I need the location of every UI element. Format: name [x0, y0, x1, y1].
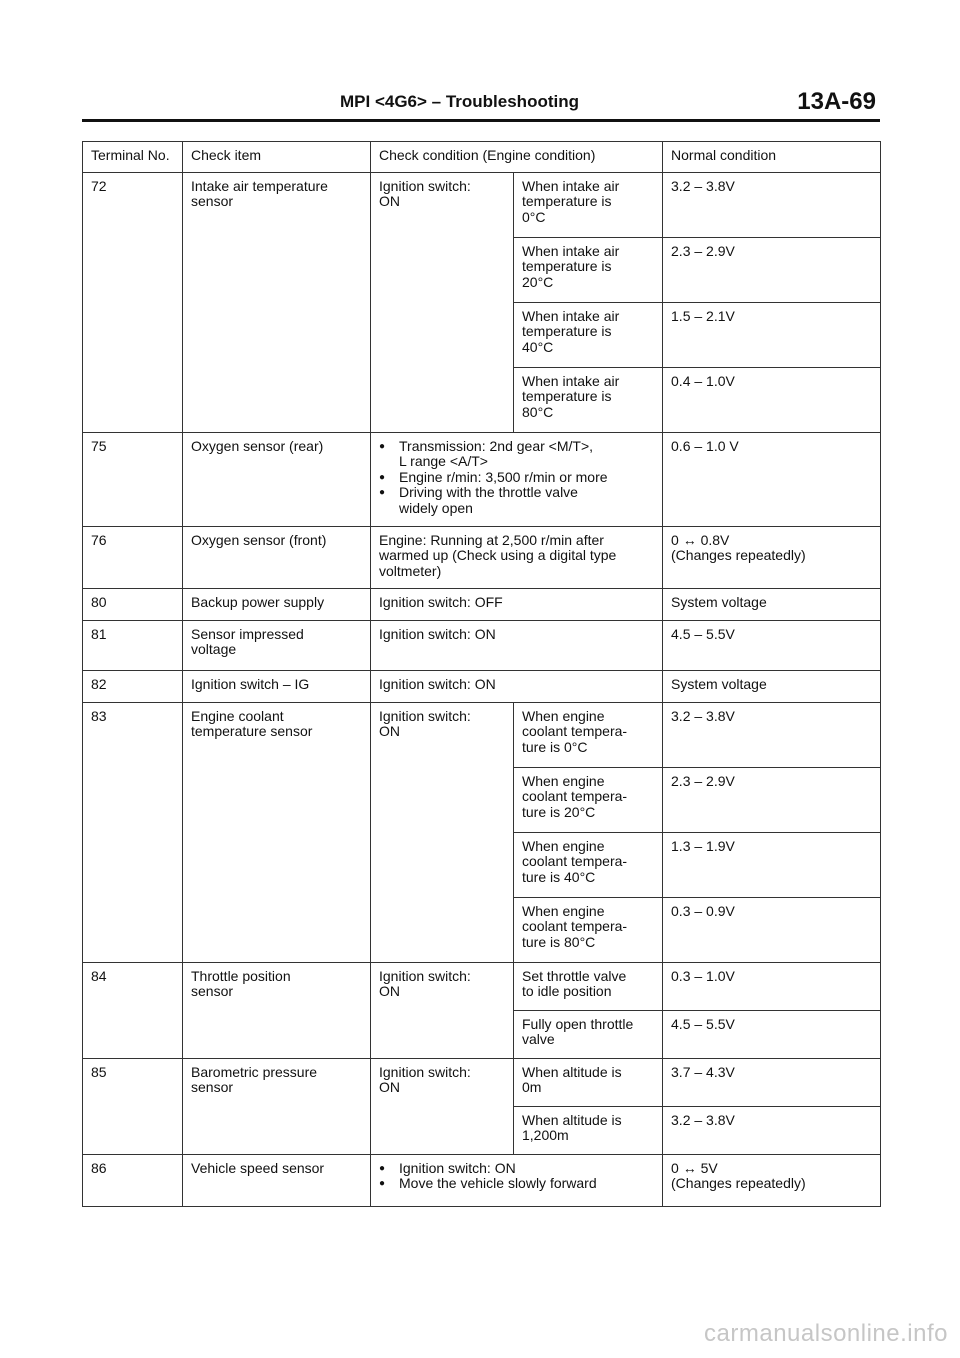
page-header — [82, 88, 880, 118]
check-item: Barometric pressure sensor — [183, 1058, 371, 1154]
check-item: Engine coolant temperature sensor — [183, 702, 371, 962]
sub-condition: When intake air temperature is 80°C — [514, 367, 663, 432]
normal-condition: 0 ↔ 0.8V (Changes repeatedly) — [663, 526, 881, 588]
terminal-no: 75 — [83, 432, 183, 526]
sub-condition: When altitude is 0m — [514, 1058, 663, 1106]
normal-condition: 3.2 – 3.8V — [663, 1106, 881, 1154]
terminal-no: 82 — [83, 670, 183, 702]
table-row — [83, 588, 881, 620]
condition-bullet: ● Move the vehicle slowly forward — [379, 1176, 654, 1192]
sub-condition: When altitude is 1,200m — [514, 1106, 663, 1154]
normal-condition: 4.5 – 5.5V — [663, 620, 881, 670]
normal-condition: 4.5 – 5.5V — [663, 1010, 881, 1058]
terminal-no: 72 — [83, 172, 183, 432]
check-condition — [371, 1154, 663, 1206]
table-row — [83, 172, 881, 237]
check-condition: Ignition switch: ON — [371, 670, 663, 702]
check-condition: Engine: Running at 2,500 r/min after warmed up (Check using a digital type voltmeter) — [371, 526, 663, 588]
sub-condition: When engine coolant tempera- ture is 0°C — [514, 702, 663, 767]
header-terminal-no: Terminal No. — [83, 142, 183, 173]
terminal-no: 84 — [83, 962, 183, 1058]
terminal-no: 83 — [83, 702, 183, 962]
sub-condition: Set throttle valve to idle position — [514, 962, 663, 1010]
header-normal-condition: Normal condition — [663, 142, 881, 173]
condition-bullet: ● Transmission: 2nd gear <M/T>, L range <A/T> — [379, 439, 654, 470]
check-item: Ignition switch – IG — [183, 670, 371, 702]
check-item: Oxygen sensor (rear) — [183, 432, 371, 526]
sub-condition: Fully open throttle valve — [514, 1010, 663, 1058]
check-condition: Ignition switch: ON — [371, 702, 514, 962]
table-row — [83, 526, 881, 588]
normal-condition: 3.2 – 3.8V — [663, 172, 881, 237]
table-header-row — [83, 142, 881, 173]
normal-condition: 2.3 – 2.9V — [663, 237, 881, 302]
condition-bullet-list — [379, 439, 654, 517]
page-title: MPI <4G6> – Troubleshooting — [340, 92, 579, 111]
check-condition: Ignition switch: ON — [371, 962, 514, 1058]
condition-bullet: ● Ignition switch: ON — [379, 1161, 654, 1177]
table-row — [83, 670, 881, 702]
check-item: Intake air temperature sensor — [183, 172, 371, 432]
normal-condition: 0 ↔ 5V (Changes repeatedly) — [663, 1154, 881, 1206]
normal-condition: 3.2 – 3.8V — [663, 702, 881, 767]
normal-condition: 0.4 – 1.0V — [663, 367, 881, 432]
check-item: Oxygen sensor (front) — [183, 526, 371, 588]
normal-condition: 1.5 – 2.1V — [663, 302, 881, 367]
check-item: Sensor impressed voltage — [183, 620, 371, 670]
terminal-no: 81 — [83, 620, 183, 670]
normal-condition: 0.3 – 1.0V — [663, 962, 881, 1010]
normal-condition: 0.6 – 1.0 V — [663, 432, 881, 526]
table-row — [83, 1154, 881, 1206]
header-check-item: Check item — [183, 142, 371, 173]
check-item: Backup power supply — [183, 588, 371, 620]
normal-condition: 3.7 – 4.3V — [663, 1058, 881, 1106]
normal-condition: 0.3 – 0.9V — [663, 897, 881, 962]
terminal-no: 85 — [83, 1058, 183, 1154]
condition-bullet: ● Engine r/min: 3,500 r/min or more — [379, 470, 654, 486]
table-row — [83, 1058, 881, 1106]
table-row — [83, 432, 881, 526]
terminal-no: 86 — [83, 1154, 183, 1206]
check-item: Vehicle speed sensor — [183, 1154, 371, 1206]
sub-condition: When engine coolant tempera- ture is 40°C — [514, 832, 663, 897]
check-condition: Ignition switch: ON — [371, 172, 514, 432]
terminal-check-table — [82, 141, 881, 1207]
sub-condition: When engine coolant tempera- ture is 20°C — [514, 767, 663, 832]
normal-condition: 1.3 – 1.9V — [663, 832, 881, 897]
sub-condition: When engine coolant tempera- ture is 80°C — [514, 897, 663, 962]
check-condition: Ignition switch: ON — [371, 1058, 514, 1154]
table-row — [83, 620, 881, 670]
sub-condition: When intake air temperature is 0°C — [514, 172, 663, 237]
check-condition — [371, 432, 663, 526]
table-row — [83, 702, 881, 767]
terminal-no: 80 — [83, 588, 183, 620]
sub-condition: When intake air temperature is 40°C — [514, 302, 663, 367]
condition-bullet-list — [379, 1161, 654, 1192]
page-number: 13A-69 — [797, 88, 876, 115]
check-item: Throttle position sensor — [183, 962, 371, 1058]
terminal-no: 76 — [83, 526, 183, 588]
check-condition: Ignition switch: ON — [371, 620, 663, 670]
normal-condition: System voltage — [663, 670, 881, 702]
normal-condition: System voltage — [663, 588, 881, 620]
watermark: carmanualsonline.info — [704, 1320, 948, 1347]
check-condition: Ignition switch: OFF — [371, 588, 663, 620]
sub-condition: When intake air temperature is 20°C — [514, 237, 663, 302]
header-rule — [82, 119, 880, 122]
header-check-condition: Check condition (Engine condition) — [371, 142, 663, 173]
table-row — [83, 962, 881, 1010]
normal-condition: 2.3 – 2.9V — [663, 767, 881, 832]
condition-bullet: ● Driving with the throttle valve widely open — [379, 485, 654, 516]
